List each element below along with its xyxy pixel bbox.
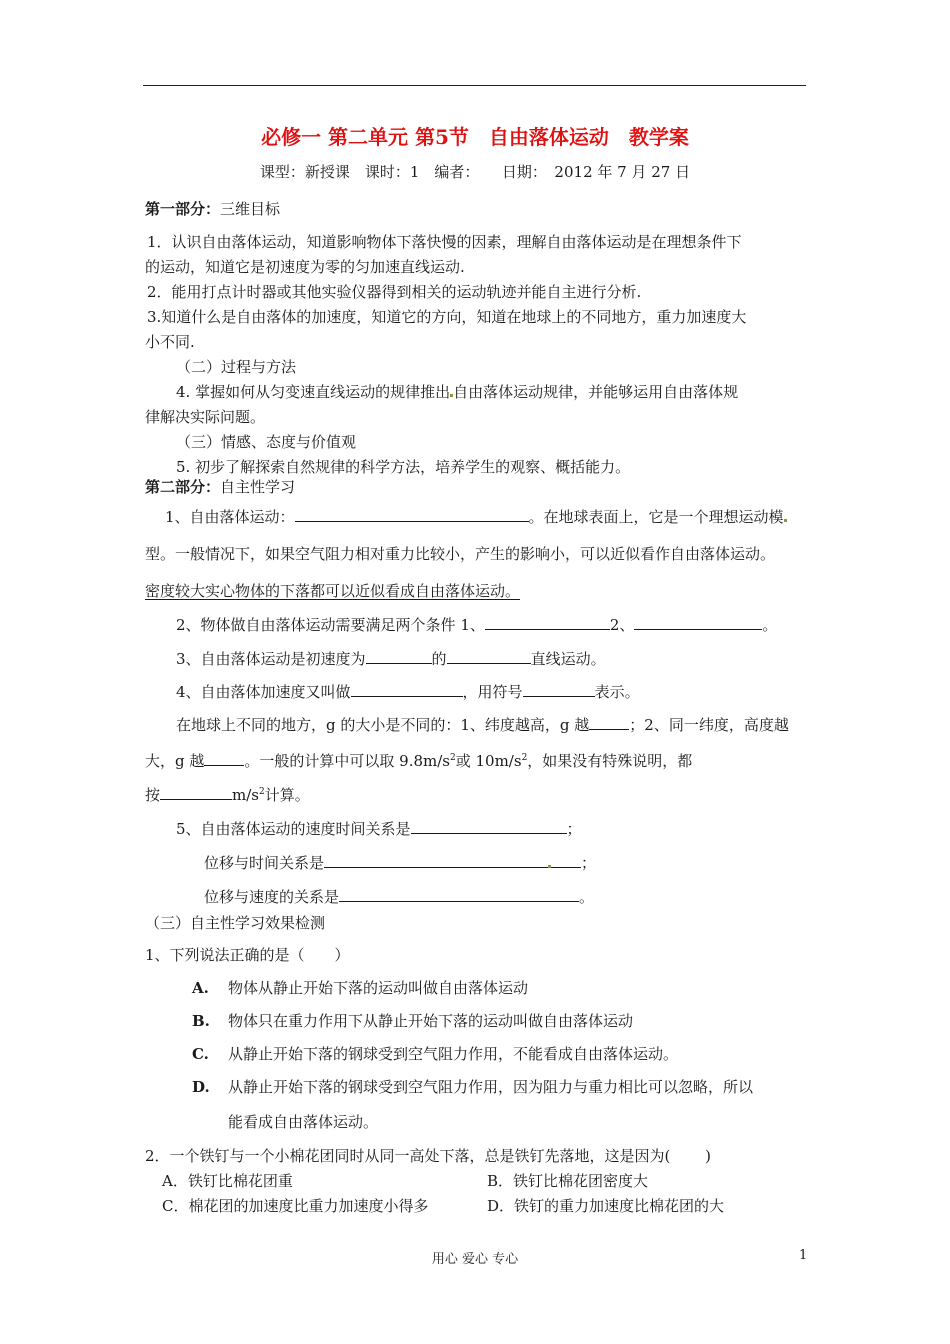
gravity-line1: 在地球上不同的地方，g 的大小是不同的：1、纬度越高，g 越 ；2、同一纬度，高度越 — [176, 716, 789, 734]
fill-blank[interactable] — [295, 506, 529, 522]
goal-5: 5. 初步了解探索自然规律的科学方法，培养学生的观察、概括能力。 — [176, 458, 631, 476]
marker-dot — [784, 519, 787, 522]
quiz-question-1: 1、下列说法正确的是（ ） — [145, 946, 350, 964]
question-1-line1: 1、自由落体运动： 。在地球表面上，它是一个理想运动模 — [165, 506, 787, 527]
document-title: 必修一 第二单元 第5节 自由落体运动 教学案 — [261, 125, 689, 149]
part1-heading: 第一部分：三维目标 — [145, 200, 281, 218]
quiz-q1-option-b[interactable]: B. 物体只在重力作用下从静止开始下落的运动叫做自由落体运动 — [192, 1012, 634, 1030]
quiz-q1-option-d[interactable]: D. 从静止开始下落的钢球受到空气阻力作用，因为阻力与重力相比可以忽略，所以 — [192, 1078, 754, 1096]
question-5-displacement-time: 位移与时间关系是 ； — [204, 854, 597, 872]
page-number: 1 — [799, 1248, 808, 1263]
quiz-q1-option-a[interactable]: A. 物体从静止开始下落的运动叫做自由落体运动 — [192, 979, 529, 997]
quiz-q2-option-b[interactable]: B．铁钉比棉花团密度大 — [487, 1172, 649, 1190]
footer-text: 用心 爱心 专心 — [431, 1252, 519, 1267]
fill-blank[interactable] — [523, 681, 595, 697]
question-1-line3: 密度较大实心物体的下落都可以近似看成自由落体运动。 — [145, 582, 521, 600]
goal-3-line1: 3.知道什么是自由落体的加速度，知道它的方向，知道在地球上的不同地方，重力加速度大 — [147, 308, 747, 326]
goal-1-line1: 1．认识自由落体运动，知道影响物体下落快慢的因素，理解自由落体运动是在理想条件下 — [147, 233, 742, 251]
section-emotion-values: （三）情感、态度与价值观 — [176, 433, 357, 451]
question-5-displacement-velocity: 位移与速度的关系是 。 — [204, 888, 595, 906]
fill-blank[interactable] — [204, 750, 244, 766]
part2-heading: 第二部分：自主性学习 — [145, 478, 296, 496]
fill-blank[interactable] — [589, 714, 629, 730]
quiz-q2-option-c[interactable]: C．棉花团的加速度比重力加速度小得多 — [162, 1197, 429, 1215]
gravity-line2: 大，g 越 。一般的计算中可以取 $9.8m/s^2$或 $10m/s^2$，如果没有特殊说明，都 — [145, 752, 693, 770]
quiz-question-2: 2．一个铁钉与一个小棉花团同时从同一高处下落，总是铁钉先落地，这是因为( ) — [145, 1147, 712, 1165]
fill-blank[interactable] — [351, 681, 463, 697]
goal-4-line1: 4. 掌握如何从匀变速直线运动的规律推出 自由落体运动规律，并能够运用自由落体规 — [176, 383, 739, 401]
fill-blank[interactable] — [366, 648, 432, 664]
question-2: 2、物体做自由落体运动需要满足两个条件 1、 2、 。 — [176, 616, 778, 634]
quiz-q1-option-c[interactable]: C. 从静止开始下落的钢球受到空气阻力作用，不能看成自由落体运动。 — [192, 1045, 679, 1063]
gravity-line3: 按 $m/s^2$计算。 — [145, 786, 310, 804]
fill-blank[interactable] — [634, 614, 762, 630]
section-process-method: （二）过程与方法 — [176, 358, 297, 376]
goal-2: 2．能用打点计时器或其他实验仪器得到相关的运动轨迹并能自主进行分析. — [147, 283, 642, 301]
fill-blank[interactable] — [324, 852, 548, 868]
fill-blank[interactable] — [447, 648, 531, 664]
fill-blank[interactable] — [160, 784, 232, 800]
fill-blank[interactable] — [339, 886, 579, 902]
goal-1-line2: 的运动，知道它是初速度为零的匀加速直线运动. — [145, 258, 465, 276]
quiz-q2-option-d[interactable]: D．铁钉的重力加速度比棉花团的大 — [487, 1197, 725, 1215]
section-self-test: （三）自主性学习效果检测 — [145, 914, 326, 932]
fill-blank[interactable] — [485, 614, 610, 630]
quiz-q2-option-a[interactable]: A．铁钉比棉花团重 — [162, 1172, 293, 1190]
quiz-q1-option-d-cont: 能看成自由落体运动。 — [228, 1113, 379, 1131]
question-4: 4、自由落体加速度又叫做 ，用符号 表示。 — [176, 683, 640, 701]
question-3: 3、自由落体运动是初速度为 的 直线运动。 — [176, 650, 606, 668]
fill-blank[interactable] — [551, 852, 581, 868]
goal-3-line2: 小不同. — [145, 333, 195, 351]
question-1-line2: 型。一般情况下，如果空气阻力相对重力比较小，产生的影响小，可以近似看作自由落体运动。 — [145, 545, 776, 563]
question-5: 5、自由落体运动的速度时间关系是 ； — [176, 820, 582, 838]
fill-blank[interactable] — [411, 818, 567, 834]
header-rule — [143, 85, 806, 86]
document-meta: 课型：新授课 课时：1 编者： 日期： 2012 年 7 月 27 日 — [259, 163, 691, 181]
goal-4-line2: 律解决实际问题。 — [145, 408, 266, 426]
